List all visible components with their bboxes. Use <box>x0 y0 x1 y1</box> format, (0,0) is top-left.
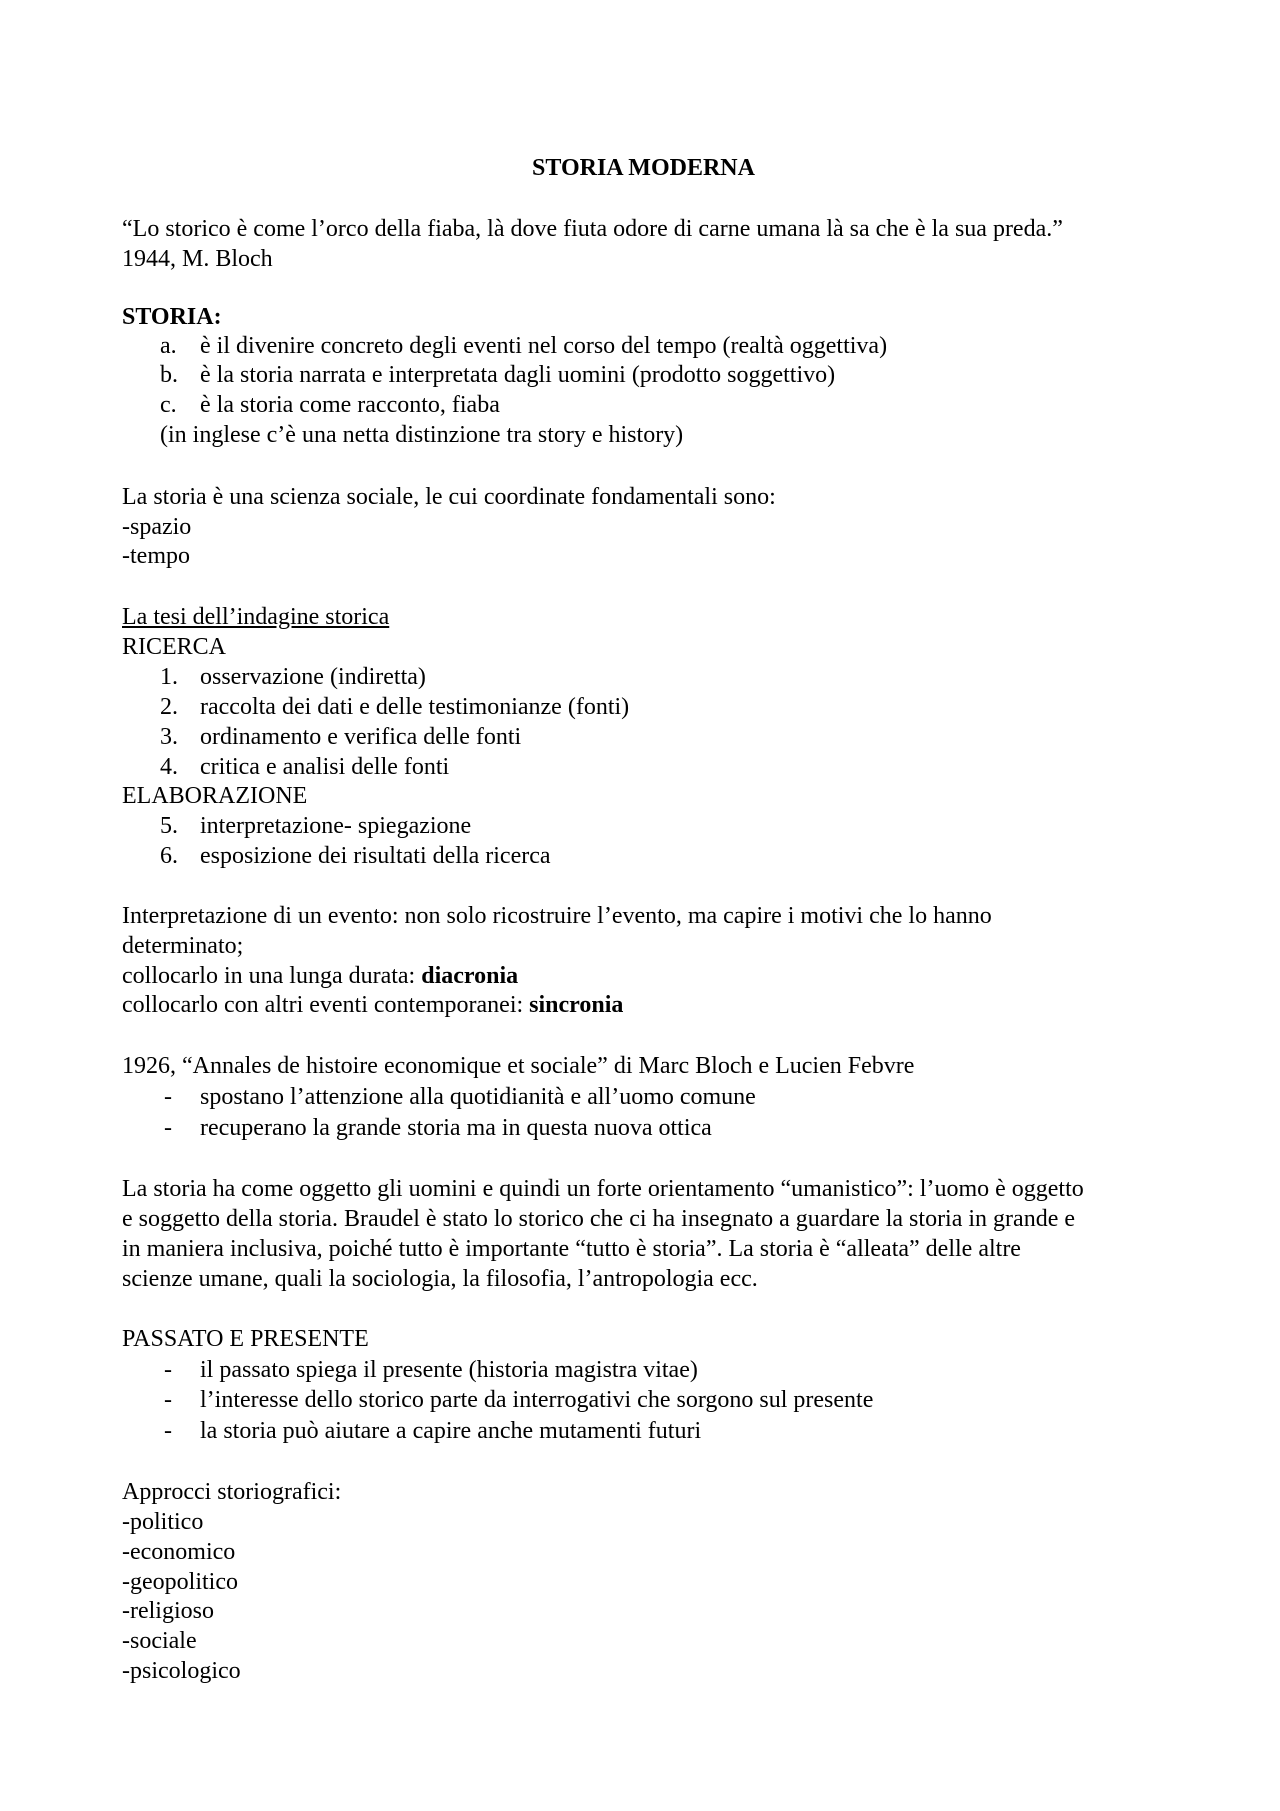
list-marker: 1. <box>160 664 178 690</box>
umanistico-line: in maniera inclusiva, poiché tutto è importante “tutto è storia”. La storia è “alleata” delle altre <box>122 1236 1021 1262</box>
list-item <box>122 1355 1122 1385</box>
list-item <box>122 331 1122 361</box>
list-item <box>122 841 1122 871</box>
list-item-text: la storia può aiutare a capire anche mutamenti futuri <box>200 1418 702 1444</box>
list-item-text: interpretazione- spiegazione <box>200 813 472 839</box>
list-marker: a. <box>160 333 177 359</box>
sincronia-prefix: collocarlo con altri eventi contemporanei: <box>122 992 530 1018</box>
list-item-text: ordinamento e verifica delle fonti <box>200 724 522 750</box>
interpretazione-line: Interpretazione di un evento: non solo ricostruire l’evento, ma capire i motivi che lo hanno <box>122 903 992 929</box>
list-marker: 3. <box>160 724 178 750</box>
sincronia-term: sincronia <box>529 992 624 1018</box>
dash-marker: - <box>164 1357 172 1383</box>
list-item <box>122 360 1122 390</box>
annales-intro: 1926, “Annales de histoire economique et sociale” di Marc Bloch e Lucien Febvre <box>122 1053 915 1079</box>
list-item <box>122 1416 1122 1446</box>
list-item-text: il passato spiega il presente (historia magistra vitae) <box>200 1357 698 1383</box>
list-item-text: recuperano la grande storia ma in questa nuova ottica <box>200 1115 712 1141</box>
approccio-item: -geopolitico <box>122 1569 238 1595</box>
diacronia-line <box>122 961 518 991</box>
list-marker: 6. <box>160 843 178 869</box>
umanistico-line: e soggetto della storia. Braudel è stato lo storico che ci ha insegnato a guardare la storia in grande e <box>122 1206 1075 1232</box>
storia-note: (in inglese c’è una netta distinzione tra story e history) <box>160 422 684 448</box>
scienza-intro: La storia è una scienza sociale, le cui coordinate fondamentali sono: <box>122 484 776 510</box>
list-item <box>122 1082 1122 1112</box>
list-item-text: esposizione dei risultati della ricerca <box>200 843 551 869</box>
list-item-text: è il divenire concreto degli eventi nel corso del tempo (realtà oggettiva) <box>200 333 888 359</box>
list-item-text: osservazione (indiretta) <box>200 664 426 690</box>
list-item <box>122 390 1122 420</box>
list-marker: 2. <box>160 694 178 720</box>
list-item <box>122 811 1122 841</box>
list-item <box>122 662 1122 692</box>
interpretazione-line: determinato; <box>122 933 244 959</box>
umanistico-line: La storia ha come oggetto gli uomini e quindi un forte orientamento “umanistico”: l’uomo è oggetto <box>122 1176 1084 1202</box>
list-item-text: critica e analisi delle fonti <box>200 754 450 780</box>
diacronia-prefix: collocarlo in una lunga durata: <box>122 963 422 989</box>
approccio-item: -sociale <box>122 1628 197 1654</box>
page-title: STORIA MODERNA <box>532 155 755 181</box>
dash-marker: - <box>164 1418 172 1444</box>
quote-text: “Lo storico è come l’orco della fiaba, là dove fiuta odore di carne umana là sa che è la sua preda.” <box>122 216 1063 242</box>
storia-heading: STORIA: <box>122 304 222 330</box>
list-item-text: è la storia narrata e interpretata dagli uomini (prodotto soggettivo) <box>200 362 836 388</box>
dash-marker: - <box>164 1084 172 1110</box>
approccio-item: -religioso <box>122 1598 214 1624</box>
coordinate-item: -spazio <box>122 514 192 540</box>
dash-marker: - <box>164 1115 172 1141</box>
list-item <box>122 692 1122 722</box>
sincronia-line <box>122 990 623 1020</box>
approccio-item: -psicologico <box>122 1658 241 1684</box>
list-item-text: è la storia come racconto, fiaba <box>200 392 500 418</box>
dash-marker: - <box>164 1387 172 1413</box>
umanistico-line: scienze umane, quali la sociologia, la filosofia, l’antropologia ecc. <box>122 1266 758 1292</box>
ricerca-label: RICERCA <box>122 634 227 660</box>
list-item <box>122 752 1122 782</box>
list-item <box>122 722 1122 752</box>
approccio-item: -politico <box>122 1509 204 1535</box>
passato-heading: PASSATO E PRESENTE <box>122 1326 369 1352</box>
list-item-text: raccolta dei dati e delle testimonianze (fonti) <box>200 694 630 720</box>
list-marker: 4. <box>160 754 178 780</box>
list-item <box>122 1113 1122 1143</box>
list-item <box>122 1385 1122 1415</box>
coordinate-item: -tempo <box>122 543 190 569</box>
list-marker: c. <box>160 392 177 418</box>
list-item-text: l’interesse dello storico parte da interrogativi che sorgono sul presente <box>200 1387 874 1413</box>
list-marker: 5. <box>160 813 178 839</box>
indagine-heading: La tesi dell’indagine storica <box>122 604 390 630</box>
quote-source: 1944, M. Bloch <box>122 246 273 272</box>
approcci-heading: Approcci storiografici: <box>122 1479 342 1505</box>
list-item-text: spostano l’attenzione alla quotidianità e all’uomo comune <box>200 1084 756 1110</box>
diacronia-term: diacronia <box>421 963 519 989</box>
approccio-item: -economico <box>122 1539 236 1565</box>
elaborazione-label: ELABORAZIONE <box>122 783 308 809</box>
list-marker: b. <box>160 362 178 388</box>
